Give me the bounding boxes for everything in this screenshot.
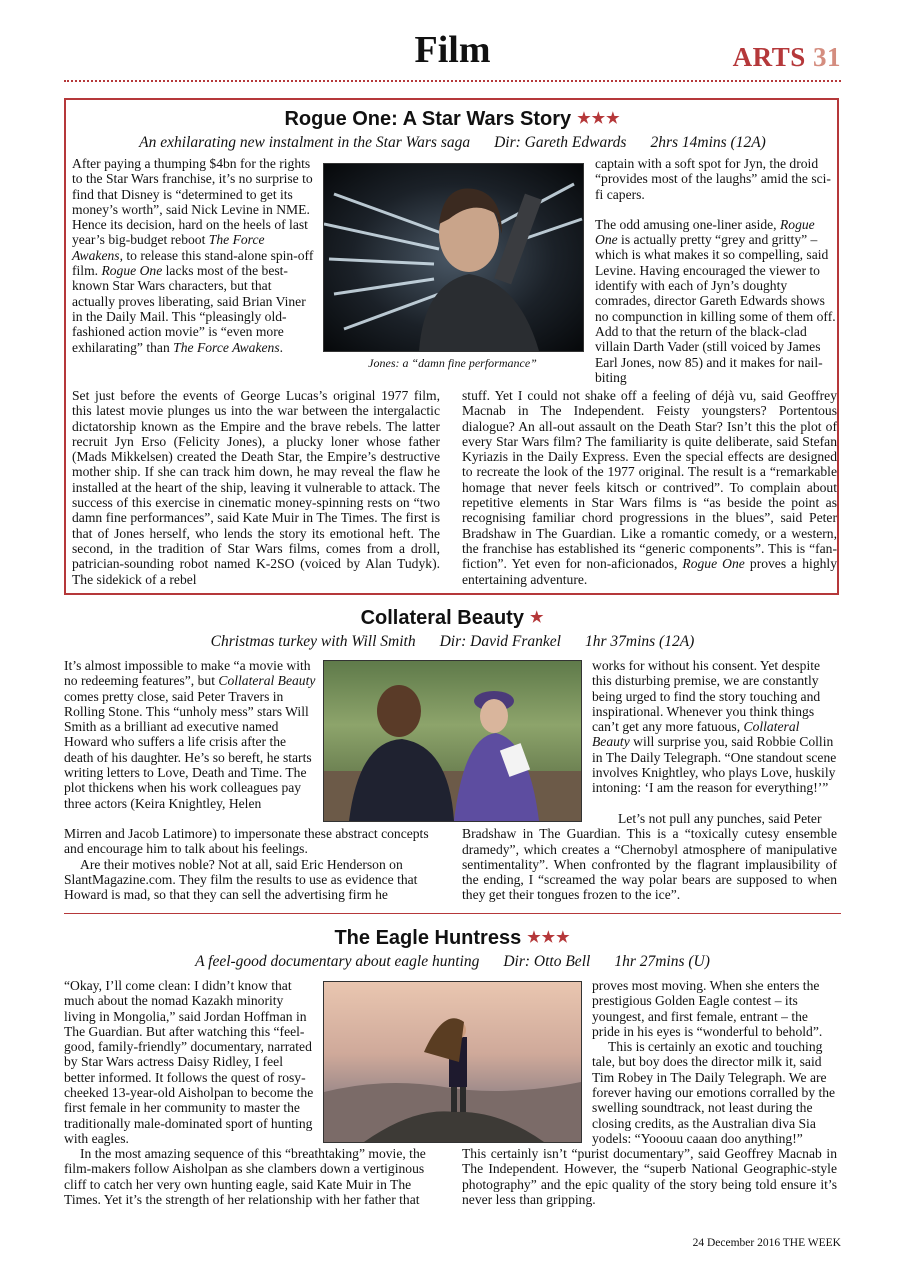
review2-column-right: works for without his consent. Yet despite this disturbing premise, we are constantly being urged to find the story touching and inspirational. Whenever you think things can’t get any more fatuous, Collateral Beauty will surprise you, said Robbie Collin in The Daily Telegraph. “One standout scene involves Knightley, who plays Love, huskily intoning: ‘I am the reason for everything!’” <box>592 658 837 796</box>
rogue-one-illustration <box>324 164 583 351</box>
review-title: The Eagle Huntress ★★★ <box>334 927 571 949</box>
review1-column-bottom-right: stuff. Yet I could not shake off a feeling of déjà vu, said Geoffrey Macnab in The Independent. Feisty youngsters? Portentous dialogue? An all-out assault on the Death Star? Isn’t this the plot of every Star Wars film? The familiarity is quite deliberate, said Stefan Kyriazis in the Daily Express. Even the special effects are designed to recreate the look of the 1977 original. The result is a “remarkable homage that never feels kitsch or contrived”. To complain about repetitive elements in Star Wars films is “as beside the point as recognising familiar chord progressions in the blues”, said Peter Bradshaw in The Guardian. Like a romantic comedy, or a western, the franchise has established its “generic components”. This is “fan-fiction”. Yet even for non-aficionados, Rogue One proves a highly entertaining adventure. <box>462 388 838 587</box>
section-label: ARTS 31 <box>732 42 841 72</box>
star-rating: ★★★ <box>527 929 571 946</box>
review-subtitle: An exhilarating new instalment in the Star Wars saga Dir: Gareth Edwards 2hrs 14mins (12A) <box>139 134 766 151</box>
review3-column-left: “Okay, I’ll come clean: I didn’t know that much about the nomad Kazakh minority living in Mongolia,” said Jordan Hoffman in The Guardian. But after watching this “feel-good, family-friendly” documentary, narrated by Star Wars actress Daisy Ridley, I feel better informed. It follows the quest of rosy-cheeked 13-year-old Aisholpan to become the first female in her community to master the traditionally male-dominated sport of hunting with eagles. <box>64 978 314 1146</box>
eagle-huntress-illustration <box>324 982 581 1142</box>
review-divider <box>64 913 841 914</box>
review3-column-bottom-right: This certainly isn’t “purist documentary”, said Geoffrey Macnab in The Independent. However, the “superb National Geographic-style photography” and the epic quality of the story being told ensure it’s never less than gripping. <box>462 1146 837 1207</box>
photo-caption: Jones: a “damn fine performance” <box>368 356 537 370</box>
review-subtitle: A feel-good documentary about eagle hunting Dir: Otto Bell 1hr 27mins (U) <box>195 953 710 970</box>
collateral-beauty-photo <box>323 660 582 822</box>
review-title: Rogue One: A Star Wars Story ★★★ <box>284 108 621 130</box>
review-subtitle: Christmas turkey with Will Smith Dir: David Frankel 1hr 37mins (12A) <box>210 633 695 650</box>
review3-column-bottom-left: In the most amazing sequence of this “breathtaking” movie, the film-makers follow Aisholpan as she clambers down a vertiginous cliff to catch her very own hunting eagle, said Kate Muir in The Times. Yet it’s the strength of her relationship with her father that <box>64 1146 426 1207</box>
collateral-beauty-illustration <box>324 661 581 821</box>
review1-column-bottom-left: Set just before the events of George Lucas’s original 1977 film, this latest movie plunges us into the war between the intergalactic dictatorship known as the Empire and the brave rebels. The latter recruit Jyn Erso (Felicity Jones), a plucky loner whose father (Mads Mikkelsen) created the Death Star, the Empire’s destructive mother ship. If she can track him down, he may reveal the flaw he installed at the heart of the ship, leaving it vulnerable to attack. The success of this exercise in cinematic money-spinning rests on “two damn fine performances”, said Kate Muir in The Times. The first is that of Jones herself, who lends the story its emotional heft. The second, in the tradition of Star Wars films, comes from a droll, patrician-sounding robot named K-2SO (voiced by Alan Tudyk). The sidekick of a rebel <box>72 388 440 587</box>
review2-column-left: It’s almost impossible to make “a movie with no redeeming features”, but Collateral Beauty comes pretty close, said Peter Travers in Rolling Stone. This “unholy mess” stars Will Smith as a brilliant ad executive named Howard who suffers a life crisis after the death of his daughter. He’s so bereft, he starts writing letters to Love, Death and Time. The plot thickens when his work colleagues pay three actors (Keira Knightley, Helen <box>64 658 316 811</box>
review2-column-bottom-right: Let’s not pull any punches, said Peter Bradshaw in The Guardian. This is a “toxically cutesy ensemble dramedy”, which creates a “Chernobyl atmosphere of manipulative sentimentality”. When confronted by the flagrant implausibility of the ending, I “screamed the way polar bears are supposed to when they get their tongues frozen to the ice”. <box>462 811 837 903</box>
section-title: Film <box>414 29 491 71</box>
star-rating: ★ <box>529 609 545 626</box>
rogue-one-photo <box>323 163 584 352</box>
star-rating: ★★★ <box>577 110 621 127</box>
page-footer: 24 December 2016 THE WEEK <box>692 1237 841 1249</box>
page-number: 31 <box>813 42 841 72</box>
review2-column-bottom-left: Mirren and Jacob Latimore) to impersonate these abstract concepts and encourage him to talk about his feelings. Are their motives noble? Not at all, said Eric Henderson on SlantMagazine.com. They film the results to use as evidence that Howard is mad, so that they can sell the advertising firm he <box>64 826 429 903</box>
review3-column-right: proves most moving. When she enters the prestigious Golden Eagle contest – its youngest, and first female, entrant – the pride in his eyes is “wonderful to behold”. This is certainly an exotic and touching tale, but boy does the director milk it, said Tim Robey in The Daily Telegraph. We are forever having our emotions corralled by the swelling soundtrack, not least during the closing credits, as the Australian diva Sia yodels: “Yooouu caaan doo anything!” <box>592 978 836 1146</box>
header-divider <box>64 80 841 82</box>
review1-column-right: captain with a soft spot for Jyn, the droid “provides most of the laughs” amid the sci-fi capers. The odd amusing one-liner aside, Rogue One is actually pretty “grey and gritty” – which is what makes it so compelling, said Levine. Having encouraged the viewer to identify with each of Jyn’s doughty comrades, director Gareth Edwards shows no compunction in killing some of them off. Add to that the return of the black-clad villain Darth Vader (still voiced by James Earl Jones, now 85) and it makes for nail-biting <box>595 156 836 385</box>
eagle-huntress-photo <box>323 981 582 1143</box>
review-title: Collateral Beauty ★ <box>360 607 545 629</box>
review1-column-left: After paying a thumping $4bn for the rights to the Star Wars franchise, it’s no surprise to find that Disney is “determined to get its money’s worth”, said Nick Levine in NME. Hence its decision, hard on the heels of last year’s big-budget reboot The Force Awakens, to release this stand-alone spin-off film. Rogue One lacks most of the best-known Star Wars characters, but that actually proves liberating, said Brian Viner in the Daily Mail. This “pleasingly old-fashioned action movie” is “even more exhilarating” than The Force Awakens. <box>72 156 314 355</box>
